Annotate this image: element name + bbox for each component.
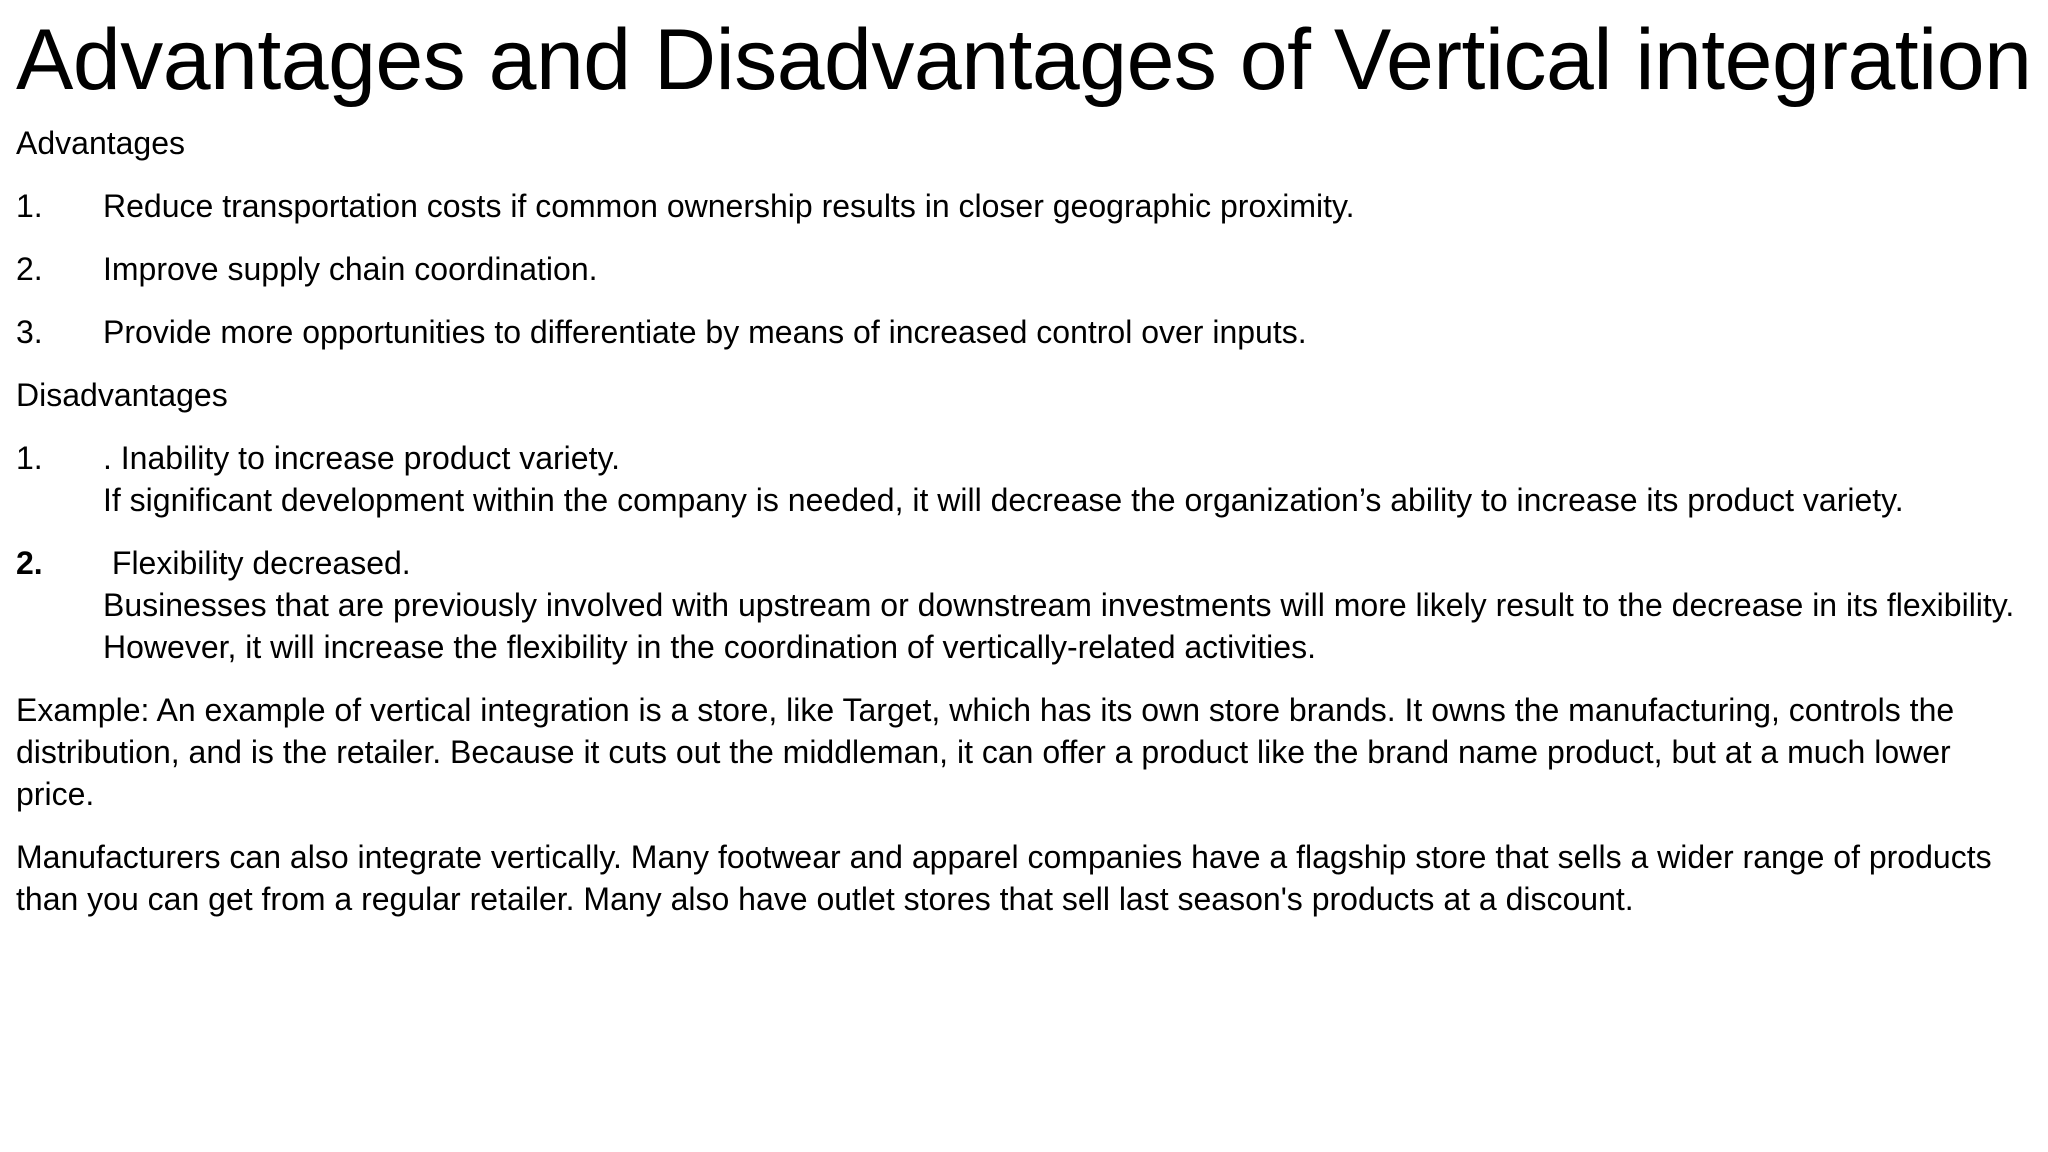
example-paragraph: Example: An example of vertical integration is a store, like Target, which has its own store brands. It owns the manufacturing, controls the distribution, and is the retailer. Because it cuts out the middleman, it can offer a product like the brand name product, but at a much lower price. (16, 692, 1955, 812)
advantage-item (16, 248, 2032, 290)
disadvantage-lead: Flexibility decreased. (103, 545, 411, 581)
disadvantages-heading: Disadvantages (16, 377, 228, 413)
advantage-number: 2. (16, 251, 43, 287)
advantage-number: 3. (16, 314, 43, 350)
advantages-heading: Advantages (16, 125, 186, 161)
disadvantage-lead: . Inability to increase product variety. (103, 440, 620, 476)
advantage-text: Reduce transportation costs if common ownership results in closer geographic proximity. (103, 188, 1355, 224)
manufacturers-paragraph: Manufacturers can also integrate vertically. Many footwear and apparel companies have a flagship store that sells a wider range of products than you can get from a regular retailer. Many also have outlet stores that sell last season's products at a discount. (16, 839, 1992, 917)
disadvantage-detail: If significant development within the company is needed, it will decrease the organization’s ability to increase its product variety. (103, 482, 1904, 518)
advantage-item (16, 185, 2032, 227)
disadvantage-item (16, 542, 2032, 668)
slide-body (16, 122, 2032, 920)
advantage-text: Provide more opportunities to differentiate by means of increased control over inputs. (103, 314, 1307, 350)
disadvantage-content (103, 542, 2032, 668)
disadvantage-detail: Businesses that are previously involved with upstream or downstream investments will more likely result to the decrease in its flexibility. However, it will increase the flexibility in the coordination of vertically-related activities. (103, 587, 2015, 665)
slide-title: Advantages and Disadvantages of Vertical integration (16, 12, 2032, 108)
advantage-number: 1. (16, 188, 43, 224)
advantage-item (16, 311, 2032, 353)
disadvantage-number: 2. (16, 545, 43, 581)
disadvantage-item (16, 437, 2032, 521)
disadvantage-number: 1. (16, 440, 43, 476)
slide (16, 8, 2032, 941)
disadvantage-content (103, 437, 2032, 521)
advantage-text: Improve supply chain coordination. (103, 251, 598, 287)
